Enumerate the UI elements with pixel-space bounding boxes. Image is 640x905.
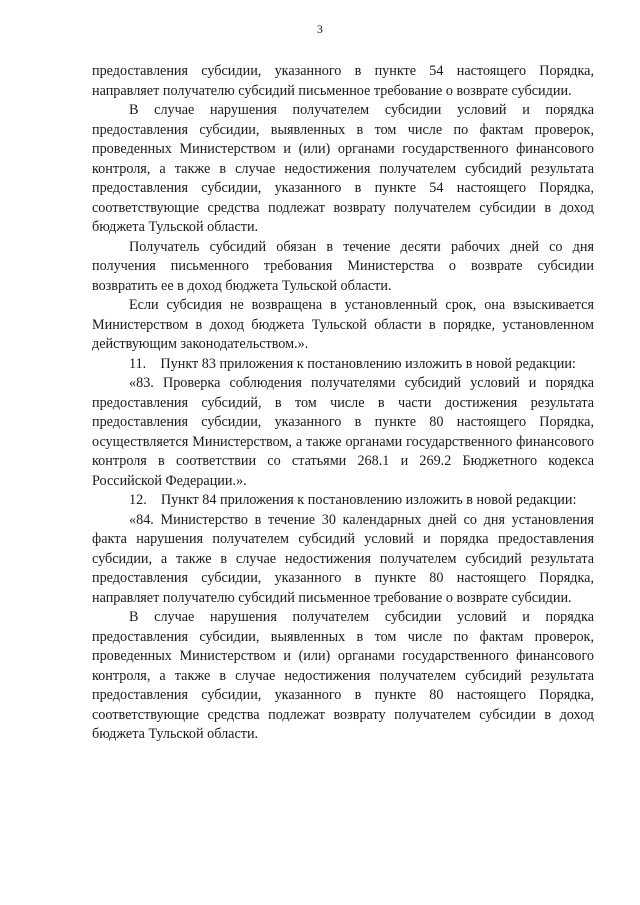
paragraph: 12. Пункт 84 приложения к постановлению изложить в новой редакции: <box>129 492 577 508</box>
paragraph: предоставления субсидии, указанного в пункте 54 настоящего Порядка, направляет получателю субсидий письменное требование о возврате субсидии. <box>92 63 594 99</box>
document-body <box>92 62 594 745</box>
paragraph: Если субсидия не возвращена в установленный срок, она взыскивается Министерством в доход бюджета Тульской области в порядке, установленном действующим законодательством.». <box>92 297 594 352</box>
paragraph: В случае нарушения получателем субсидии условий и порядка предоставления субсидии, выявленных в том числе по фактам проверок, проведенных Министерством и (или) органами государственного финансового контроля, а также в случае недостижения получателем субсидий результата предоставления субсидии, указанного в пункте 80 настоящего Порядка, соответствующие средства подлежат возврату получателем субсидии в доход бюджета Тульской области. <box>92 609 594 742</box>
paragraph: «83. Проверка соблюдения получателями субсидий условий и порядка предоставления субсидий, в том числе в части достижения результата предоставления субсидии, указанного в пункте 80 настоящего Порядка, осуществляется Министерством, а также органами государственного финансового контроля в соответствии со статьями 268.1 и 269.2 Бюджетного кодекса Российской Федерации.». <box>92 375 594 489</box>
paragraph: В случае нарушения получателем субсидии условий и порядка предоставления субсидии, выявленных в том числе по фактам проверок, проведенных Министерством и (или) органами государственного финансового контроля, а также в случае недостижения получателем субсидий результата предоставления субсидии, указанного в пункте 54 настоящего Порядка, соответствующие средства подлежат возврату получателем субсидии в доход бюджета Тульской области. <box>92 102 594 235</box>
paragraph: Получатель субсидий обязан в течение десяти рабочих дней со дня получения письменного требования Министерства о возврате субсидии возвратить ее в доход бюджета Тульской области. <box>92 238 594 294</box>
paragraph: 11. Пункт 83 приложения к постановлению изложить в новой редакции: <box>129 355 576 372</box>
paragraph: «84. Министерство в течение 30 календарных дней со дня установления факта нарушения получателем субсидий условий и порядка предоставления субсидии, а также в случае недостижения получателем субсидий результата предоставления субсидии, указанного в пункте 80 настоящего Порядка, направляет получателю субсидий письменное требование о возврате субсидии. <box>92 511 594 606</box>
page-number: 3 <box>316 22 324 36</box>
